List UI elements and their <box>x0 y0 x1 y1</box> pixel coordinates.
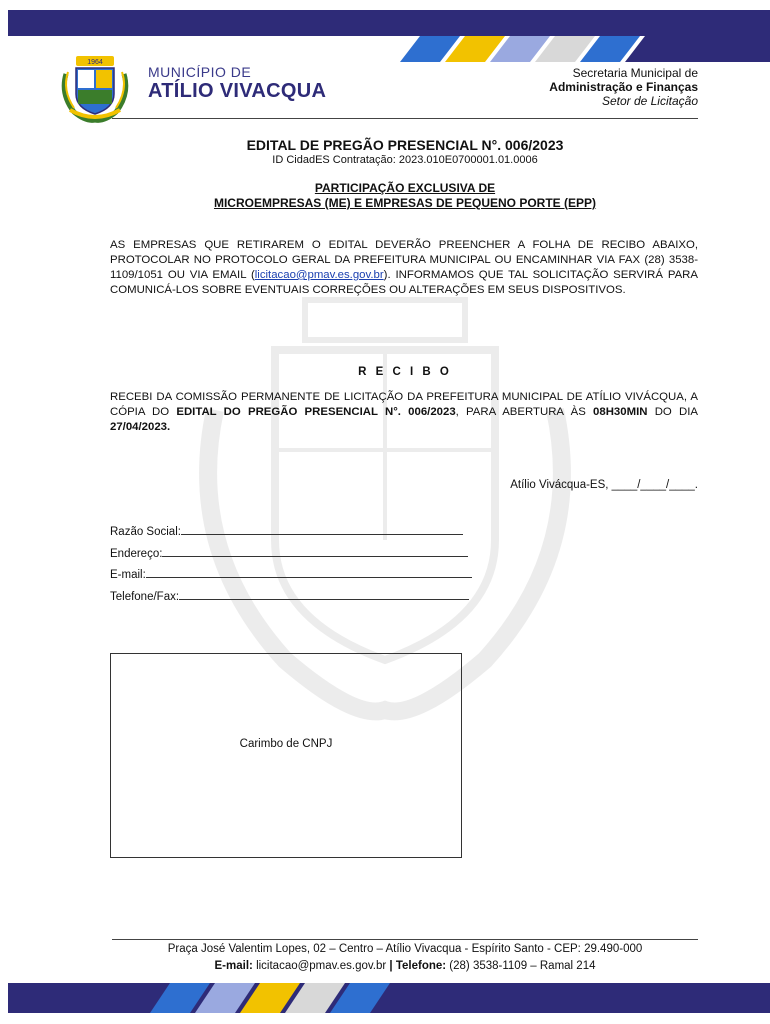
logo-municipality-label: MUNICÍPIO DE <box>148 64 252 80</box>
footer-email-value[interactable]: licitacao@pmav.es.gov.br <box>256 960 387 972</box>
telefone-label: Telefone/Fax: <box>110 591 180 603</box>
exclusive-participation-line2: MICROEMPRESAS (ME) E EMPRESAS DE PEQUENO PORTE (EPP) <box>213 196 597 210</box>
document-id: ID CidadES Contratação: 2023.010E0700001.01.0006 <box>272 154 538 166</box>
notice-text-1: AS EMPRESAS QUE RETIRAREM O EDITAL DEVERÃO PREENCHER A FOLHA DE RECIBO ABAIXO, PROTOCOLAR NO PROTOCOLO GERAL DA PREFEITURA MUNICIPAL OU ENCAMINHAR VIA FAX (28) 3538-1109/1051 OU VIA EMAIL ( <box>110 239 698 281</box>
exclusive-participation-line1: PARTICIPAÇÃO EXCLUSIVA DE <box>314 181 496 195</box>
telefone-blank[interactable] <box>179 598 469 600</box>
receipt-date: 27/04/2023. <box>110 421 171 433</box>
department-secretariat: Secretaria Municipal de <box>572 66 698 80</box>
footer-phone-value: (28) 3538-1109 – Ramal 214 <box>449 960 596 972</box>
footer-address: Praça José Valentim Lopes, 02 – Centro – Atílio Vivacqua - Espírito Santo - CEP: 29.490-000 <box>167 943 643 955</box>
logo-municipality-name: ATÍLIO VIVACQUA <box>148 80 327 102</box>
notice-text-2: ). INFORMAMOS QUE TAL SOLICITAÇÃO SERVIRÁ PARA COMUNICÁ-LOS SOBRE EVENTUAIS CORREÇÕES OU ALTERAÇÕES EM SEUS DISPOSITIVOS. <box>110 269 698 296</box>
telefone-field[interactable] <box>110 591 469 603</box>
receipt-text-3: DO DIA <box>647 406 699 418</box>
header-divider <box>112 118 698 119</box>
email-label: E-mail: <box>110 569 146 581</box>
footer-phone-label: Telefone: <box>395 960 447 972</box>
cnpj-stamp-label: Carimbo de CNPJ <box>239 738 333 750</box>
footer-separator: | <box>389 960 393 972</box>
department-name: Administração e Finanças <box>549 80 698 94</box>
footer-stripes <box>150 983 480 1013</box>
receipt-time: 08H30MIN <box>593 406 648 418</box>
header-stripes <box>400 36 770 62</box>
place-date-line: Atílio Vivácqua-ES, ____/____/____. <box>510 479 698 491</box>
razao-social-field[interactable] <box>110 526 463 538</box>
endereco-field[interactable] <box>110 548 468 560</box>
email-blank[interactable] <box>146 576 472 578</box>
notice-paragraph <box>110 238 698 298</box>
receipt-text-1: RECEBI DA COMISSÃO PERMANENTE DE LICITAÇÃO DA PREFEITURA MUNICIPAL DE ATÍLIO VIVÁCQUA, A CÓPIA DO <box>110 391 698 418</box>
receipt-title: R E C I B O <box>358 366 452 378</box>
municipal-seal-icon <box>56 44 134 124</box>
notice-email-link[interactable]: licitacao@pmav.es.gov.br <box>254 269 384 281</box>
svg-text:1964: 1964 <box>87 59 103 66</box>
endereco-label: Endereço: <box>110 548 163 560</box>
footer-email-label: E-mail: <box>214 960 253 972</box>
footer-contact <box>0 960 770 972</box>
razao-social-blank[interactable] <box>181 533 463 535</box>
footer-divider <box>112 939 698 940</box>
receipt-text-2: , PARA ABERTURA ÀS <box>455 406 594 418</box>
email-field[interactable] <box>110 569 472 581</box>
document-title: EDITAL DE PREGÃO PRESENCIAL N°. 006/2023 <box>246 137 564 153</box>
endereco-blank[interactable] <box>162 555 468 557</box>
header-band <box>8 10 770 36</box>
receipt-paragraph <box>110 390 698 435</box>
razao-social-label: Razão Social: <box>110 526 181 538</box>
receipt-edital-ref: EDITAL DO PREGÃO PRESENCIAL N°. 006/2023 <box>176 406 456 418</box>
department-sector: Setor de Licitação <box>601 94 698 108</box>
cnpj-stamp-box <box>110 653 462 858</box>
